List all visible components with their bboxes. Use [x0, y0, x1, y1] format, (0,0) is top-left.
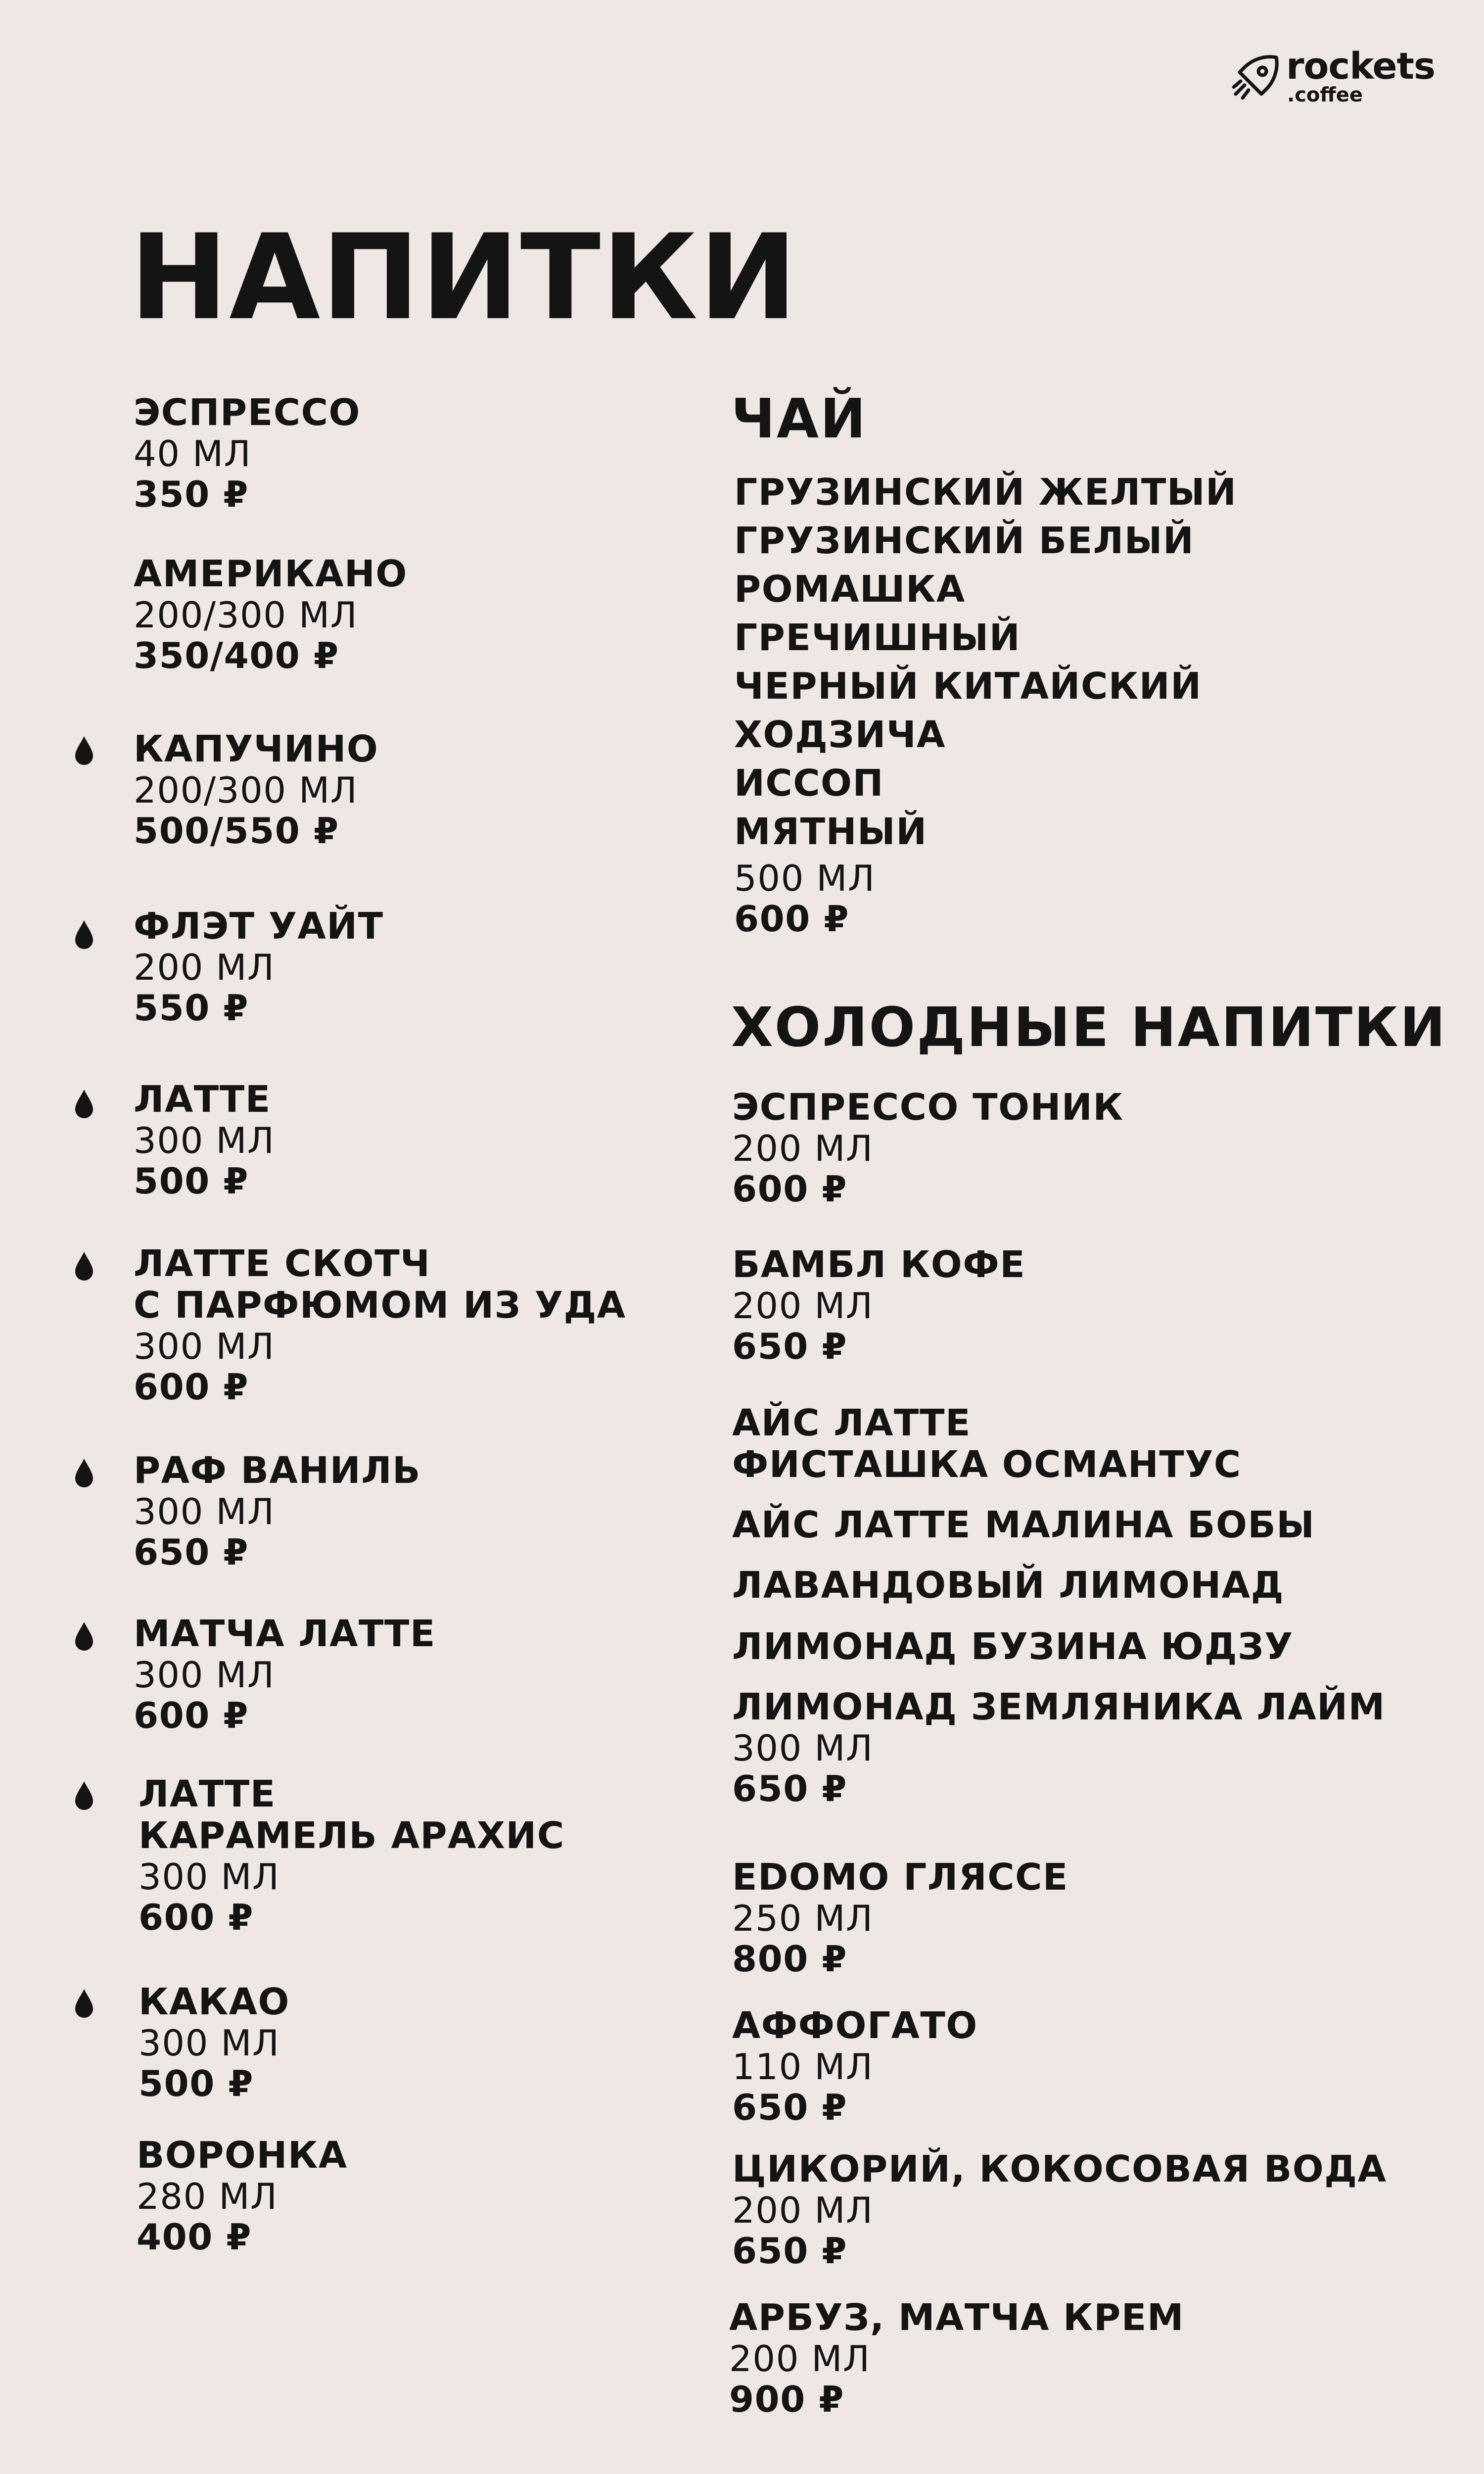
item-volume: 250 МЛ [732, 1898, 874, 1939]
item-volume: 300 МЛ [139, 1856, 280, 1898]
item-name: АЙС ЛАТТЕ [732, 1402, 972, 1444]
item-name: ЭСПРЕССО [134, 391, 361, 434]
tea-item: ХОДЗИЧА [734, 714, 946, 756]
milk-drop-icon [73, 1621, 95, 1652]
menu-item [732, 1244, 1025, 1367]
item-volume: 200/300 МЛ [134, 769, 358, 811]
menu-item [134, 553, 408, 676]
item-name: ЛАТТЕ [139, 1773, 276, 1815]
item-volume: 200 МЛ [732, 1285, 874, 1327]
item-volume: 300 МЛ [134, 1491, 275, 1532]
tea-volume: 500 МЛ [734, 857, 876, 899]
item-name-line2: ФИСТАШКА ОСМАНТУС [732, 1443, 1242, 1486]
rocket-icon [1232, 52, 1281, 102]
item-price: 500 ₽ [134, 1160, 249, 1202]
item-volume: 300 МЛ [134, 1120, 275, 1161]
item-name: ВОРОНКА [137, 2134, 348, 2177]
brand-sub: .coffee [1287, 84, 1363, 106]
item-name: ЛАТТЕ СКОТЧ [134, 1242, 431, 1285]
menu-item [732, 1856, 1068, 1979]
section-heading-cold-drinks: ХОЛОДНЫЕ НАПИТКИ [731, 996, 1447, 1059]
tea-item: ГРУЗИНСКИЙ ЖЕЛТЫЙ [734, 471, 1237, 514]
item-name: ЦИКОРИЙ, КОКОСОВАЯ ВОДА [732, 2148, 1387, 2190]
item-name-line2: С ПАРФЮМОМ ИЗ УДА [134, 1284, 626, 1327]
item-name: ЛИМОНАД ЗЕМЛЯНИКА ЛАЙМ [732, 1686, 1386, 1728]
item-volume: 300 МЛ [732, 1727, 874, 1769]
menu-item [732, 1402, 1242, 1485]
tea-price-block [734, 858, 876, 939]
item-price: 900 ₽ [729, 2379, 844, 2420]
item-price: 500 ₽ [139, 2063, 254, 2104]
item-price: 650 ₽ [134, 1531, 249, 1573]
menu-item [732, 2005, 978, 2128]
item-name: ЛАВАНДОВЫЙ ЛИМОНАД [732, 1564, 1284, 1607]
item-price: 350 ₽ [134, 474, 249, 515]
item-name-line2: КАРАМЕЛЬ АРАХИС [139, 1814, 565, 1857]
menu-item [134, 1613, 436, 1736]
item-name: АФФОГАТО [732, 2004, 978, 2047]
item-name: КАКАО [139, 1981, 290, 2023]
item-name: ФЛЭТ УАЙТ [134, 905, 384, 948]
menu-item [134, 728, 378, 851]
brand-name: rockets [1286, 45, 1436, 88]
milk-drop-icon [73, 1780, 95, 1811]
menu-item [729, 2297, 1184, 2420]
milk-drop-icon [73, 1089, 95, 1119]
milk-drop-icon [73, 1251, 95, 1282]
menu-item [732, 1565, 1284, 1606]
item-name: АЙС ЛАТТЕ МАЛИНА БОБЫ [732, 1504, 1315, 1546]
brand-logo [1232, 46, 1439, 105]
menu-item [134, 1450, 421, 1572]
item-name: МАТЧА ЛАТТЕ [134, 1613, 436, 1655]
milk-drop-icon [73, 735, 95, 766]
menu-item [137, 2135, 348, 2257]
item-volume: 200 МЛ [732, 1128, 874, 1169]
item-name: АМЕРИКАНО [134, 553, 408, 595]
item-price: 650 ₽ [732, 2230, 847, 2272]
menu-item [732, 1686, 1386, 1809]
item-price: 650 ₽ [732, 1326, 847, 1367]
tea-item: РОМАШКА [734, 568, 966, 611]
item-price: 550 ₽ [134, 987, 249, 1029]
menu-item [732, 1504, 1315, 1546]
item-volume: 300 МЛ [134, 1326, 275, 1367]
tea-list [734, 468, 1237, 856]
milk-drop-icon [73, 919, 95, 950]
item-volume: 300 МЛ [134, 1654, 275, 1696]
item-volume: 110 МЛ [732, 2046, 874, 2088]
menu-item [732, 1087, 1123, 1209]
section-heading-tea: ЧАЙ [731, 387, 868, 450]
item-name: БАМБЛ КОФЕ [732, 1243, 1026, 1286]
item-name: РАФ ВАНИЛЬ [134, 1449, 421, 1492]
milk-drop-icon [73, 1988, 95, 2019]
page-title: НАПИТКИ [130, 209, 798, 346]
item-name: АРБУЗ, МАТЧА КРЕМ [729, 2296, 1185, 2339]
tea-item: МЯТНЫЙ [734, 810, 928, 853]
item-volume: 200/300 МЛ [134, 594, 358, 636]
item-price: 350/400 ₽ [134, 635, 339, 676]
milk-drop-icon [73, 1458, 95, 1488]
item-volume: 40 МЛ [134, 433, 252, 475]
item-price: 800 ₽ [732, 1938, 847, 1980]
menu-item [134, 1243, 626, 1407]
menu-item [139, 1773, 565, 1938]
item-volume: 280 МЛ [137, 2176, 278, 2217]
item-name: ЛАТТЕ [134, 1078, 271, 1121]
tea-price: 600 ₽ [734, 898, 849, 940]
item-price: 600 ₽ [139, 1897, 254, 1938]
item-name: ЭСПРЕССО ТОНИК [732, 1086, 1124, 1129]
item-price: 400 ₽ [137, 2216, 252, 2258]
tea-item: ГРЕЧИШНЫЙ [734, 617, 1021, 659]
tea-item: ГРУЗИНСКИЙ БЕЛЫЙ [734, 520, 1195, 562]
menu-item [732, 1626, 1294, 1667]
item-volume: 300 МЛ [139, 2022, 280, 2064]
menu-item [139, 1981, 290, 2104]
item-price: 500/550 ₽ [134, 810, 339, 852]
tea-item: ИССОП [734, 762, 884, 805]
menu-item [134, 392, 361, 515]
item-name: КАПУЧИНО [134, 728, 379, 770]
item-name: EDOMO ГЛЯССЕ [732, 1856, 1068, 1899]
item-name: ЛИМОНАД БУЗИНА ЮДЗУ [732, 1625, 1294, 1668]
item-price: 600 ₽ [732, 1168, 847, 1210]
item-price: 650 ₽ [732, 1768, 847, 1809]
item-volume: 200 МЛ [732, 2189, 874, 2231]
menu-item [732, 2148, 1387, 2271]
item-price: 600 ₽ [134, 1695, 249, 1736]
item-volume: 200 МЛ [729, 2338, 871, 2379]
menu-item [134, 905, 384, 1028]
item-volume: 200 МЛ [134, 947, 275, 988]
item-price: 650 ₽ [732, 2087, 847, 2128]
tea-item: ЧЕРНЫЙ КИТАЙСКИЙ [734, 665, 1202, 708]
item-price: 600 ₽ [134, 1366, 249, 1408]
menu-item [134, 1079, 275, 1201]
